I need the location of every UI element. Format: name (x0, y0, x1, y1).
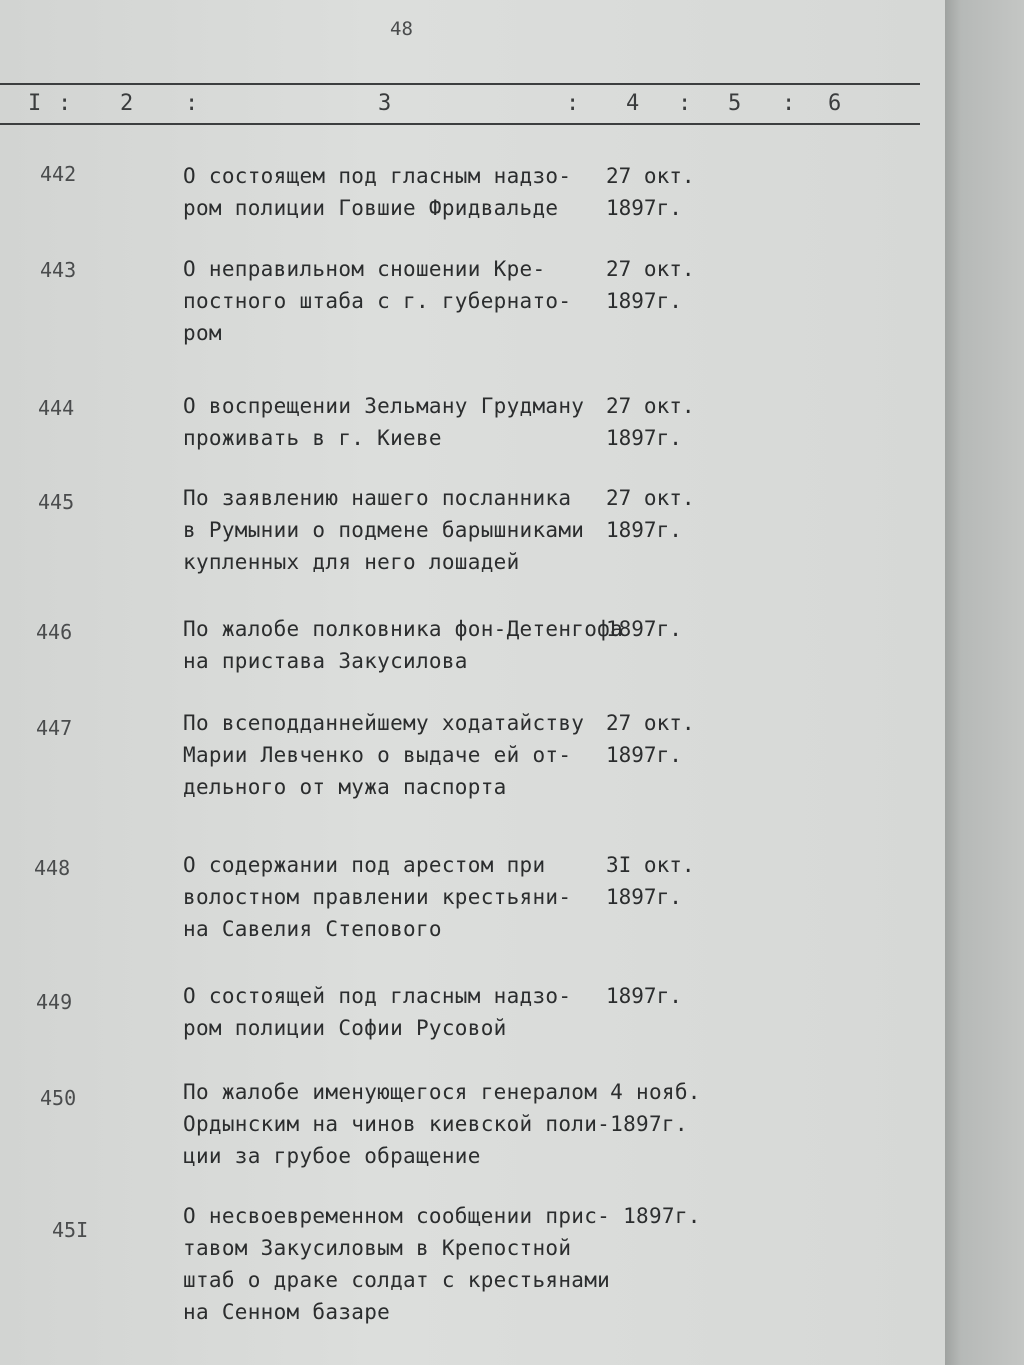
entry-line: О несвоевременном сообщении прис- 1897г. (183, 1204, 701, 1228)
entry-date (606, 849, 695, 913)
date-line: 27 окт. (606, 257, 695, 281)
entry-date (606, 613, 682, 645)
entry-description (183, 160, 571, 224)
column-separator: : (678, 91, 692, 116)
entry-number: 450 (40, 1086, 77, 1110)
entry-description (183, 980, 571, 1044)
entry-line: проживать в г. Киеве (183, 426, 442, 450)
entry-number: 443 (40, 258, 77, 282)
entry-date (606, 160, 695, 224)
date-line: 27 окт. (606, 711, 695, 735)
entry-description (183, 707, 584, 803)
column-separator: : (782, 91, 796, 116)
entry-line: О состоящей под гласным надзо- (183, 984, 572, 1008)
entry-date (606, 980, 682, 1012)
entry-number: 45I (52, 1218, 89, 1242)
entry-line: дельного от мужа паспорта (183, 775, 507, 799)
entry-number: 448 (34, 856, 71, 880)
entry-description (183, 482, 584, 578)
entry-description (183, 1076, 701, 1172)
entry-line: тавом Закусиловым в Крепостной (183, 1236, 572, 1260)
entry-line: ром (183, 321, 222, 345)
entry-description (183, 390, 584, 454)
entry-date (606, 253, 695, 317)
entry-number: 446 (36, 620, 73, 644)
column-header-6: 6 (828, 91, 842, 116)
entry-line: на пристава Закусилова (183, 649, 468, 673)
entry-number: 445 (38, 490, 75, 514)
entry-number: 447 (36, 716, 73, 740)
entry-line: По жалобе именующегося генералом 4 нояб. (183, 1080, 701, 1104)
entry-description (183, 1200, 701, 1328)
column-header-3: 3 (378, 91, 392, 116)
entry-date (606, 707, 695, 771)
date-line: 3I окт. (606, 853, 695, 877)
entry-line: По всеподданнейшему ходатайству (183, 711, 585, 735)
entry-line: штаб о драке солдат с крестьянами (183, 1268, 611, 1292)
header-rule-bottom (0, 123, 920, 125)
date-line: 1897г. (606, 885, 682, 909)
date-line: 1897г. (606, 426, 682, 450)
column-separator: : (58, 91, 72, 116)
page-number: 48 (390, 18, 413, 40)
page-edge (945, 0, 1024, 1365)
entry-line: Ордынским на чинов киевской поли-1897г. (183, 1112, 688, 1136)
header-rule-top (0, 83, 920, 85)
entry-description (183, 253, 571, 349)
entry-number: 442 (40, 162, 77, 186)
date-line: 1897г. (606, 743, 682, 767)
entry-line: ции за грубое обращение (183, 1144, 481, 1168)
entry-line: ром полиции Говшие Фридвальде (183, 196, 559, 220)
column-separator: : (185, 91, 199, 116)
date-line: 27 окт. (606, 164, 695, 188)
entry-description (183, 849, 571, 945)
entry-line: О содержании под арестом при (183, 853, 546, 877)
date-line: 1897г. (606, 289, 682, 313)
entry-line: на Савелия Степового (183, 917, 442, 941)
column-header-4: 4 (626, 91, 640, 116)
date-line: 1897г. (606, 518, 682, 542)
entry-line: в Румынии о подмене барышниками (183, 518, 585, 542)
column-header-2: 2 (120, 91, 134, 116)
entry-date (606, 482, 695, 546)
entry-line: По жалобе полковника фон-Детенгофа (183, 617, 624, 641)
entry-line: О состоящем под гласным надзо- (183, 164, 572, 188)
entry-description (183, 613, 623, 677)
column-separator: : (566, 91, 580, 116)
entry-line: на Сенном базаре (183, 1300, 391, 1324)
date-line: 27 окт. (606, 394, 695, 418)
entry-number: 449 (36, 990, 73, 1014)
column-header-1: I (28, 91, 42, 116)
entry-line: О неправильном сношении Кре- (183, 257, 546, 281)
entry-line: ром полиции Софии Русовой (183, 1016, 507, 1040)
entry-line: купленных для него лошадей (183, 550, 520, 574)
entry-line: О воспрещении Зельману Грудману (183, 394, 585, 418)
entry-number: 444 (38, 396, 75, 420)
column-header-5: 5 (728, 91, 742, 116)
entry-line: постного штаба с г. губернато- (183, 289, 572, 313)
entry-date (606, 390, 695, 454)
entry-line: По заявлению нашего посланника (183, 486, 572, 510)
entry-line: волостном правлении крестьяни- (183, 885, 572, 909)
entry-line: Марии Левченко о выдаче ей от- (183, 743, 572, 767)
date-line: 1897г. (606, 196, 682, 220)
date-line: 1897г. (606, 617, 682, 641)
date-line: 27 окт. (606, 486, 695, 510)
date-line: 1897г. (606, 984, 682, 1008)
